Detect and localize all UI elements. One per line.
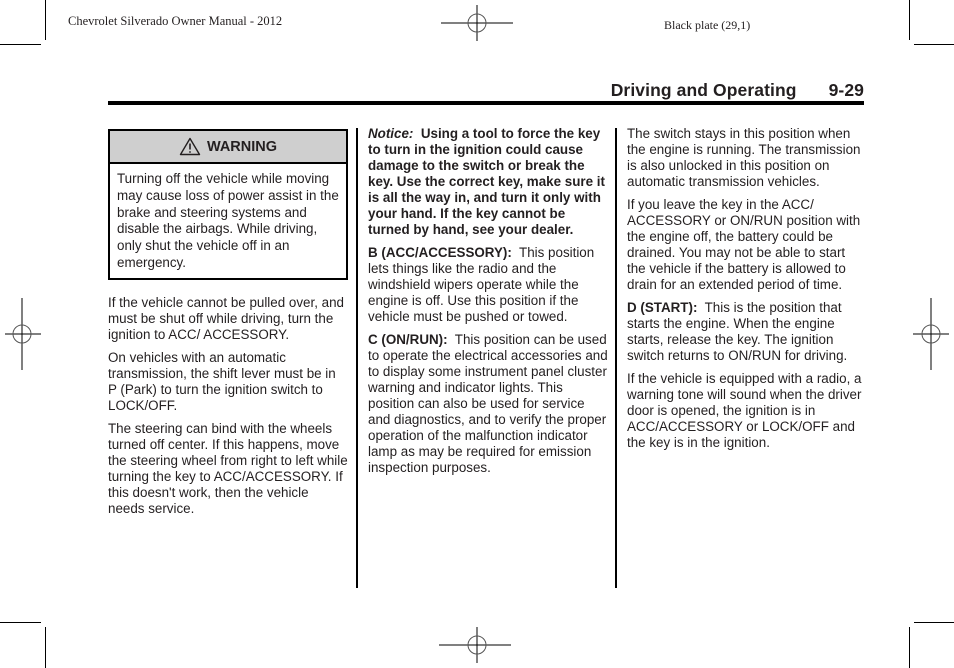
crop-mark-top-left-h bbox=[0, 44, 41, 45]
notice-text: Using a tool to force the key to turn in the ignition could cause damage to the switch or break the key. Use the correct key, make sure it is all the way in, and turn it only with your hand. If the key cannot be turned by hand, see your dealer. bbox=[368, 126, 605, 237]
crop-mark-top-left-v bbox=[45, 0, 46, 40]
crop-mark-top-right-h bbox=[914, 44, 954, 45]
paragraph: On vehicles with an automatic transmission, the shift lever must be in P (Park) to turn the ignition switch to LOCK/OFF. bbox=[108, 349, 336, 413]
position-c-paragraph bbox=[368, 332, 608, 476]
crop-mark-bottom-left-h bbox=[0, 622, 41, 623]
position-d-label: D (START): bbox=[627, 300, 698, 315]
warning-header bbox=[110, 131, 346, 164]
crop-mark-bottom-right-h bbox=[914, 622, 954, 623]
warning-box bbox=[108, 129, 348, 280]
registration-mark-right-icon bbox=[912, 298, 950, 370]
section-header bbox=[611, 80, 864, 101]
warning-body: Turning off the vehicle while moving may cause loss of power assist in the brake and steering systems and disable the airbags. While driving, only shut the vehicle off in an emergency. bbox=[117, 171, 339, 270]
paragraph: The switch stays in this position when the engine is running. The transmission is also unlocked in this position on automatic transmission vehicles. bbox=[627, 126, 861, 189]
running-head-left: Chevrolet Silverado Owner Manual - 2012 bbox=[68, 14, 283, 28]
column-divider-2 bbox=[615, 128, 617, 588]
notice-paragraph bbox=[368, 126, 608, 238]
column-2 bbox=[368, 126, 608, 483]
position-d-text: This is the position that starts the engine. When the engine starts, release the key. The ignition switch returns to ON/RUN for driving. bbox=[627, 300, 848, 363]
paragraph: If you leave the key in the ACC/ ACCESSORY or ON/RUN position with the engine off, the battery could be drained. You may not be able to start the vehicle if the battery is allowed to drain for an extended period of time. bbox=[627, 197, 861, 292]
warning-title: WARNING bbox=[206, 138, 278, 155]
column-1 bbox=[108, 126, 348, 524]
paragraph: If the vehicle cannot be pulled over, and must be shut off while driving, turn the ignition to ACC/ ACCESSORY. bbox=[108, 294, 344, 342]
crop-mark-bottom-left-v bbox=[45, 627, 46, 668]
registration-mark-left-icon bbox=[4, 298, 42, 370]
column-divider-1 bbox=[356, 128, 358, 588]
page-number: 9-29 bbox=[828, 80, 864, 100]
crop-mark-top-right-v bbox=[909, 0, 910, 40]
running-head-right: Black plate (29,1) bbox=[664, 18, 751, 32]
warning-triangle-icon bbox=[179, 137, 201, 156]
paragraph: If the vehicle is equipped with a radio, a warning tone will sound when the driver door is opened, the ignition is in ACC/ACCESSORY or LOCK/OFF and the key is in the ignition. bbox=[627, 371, 862, 450]
position-c-label: C (ON/RUN): bbox=[368, 332, 448, 347]
position-b-text: This position lets things like the radio and the windshield wipers operate while the engine is off. Use this position if the vehicle must be pushed or towed. bbox=[368, 245, 595, 324]
notice-label: Notice: bbox=[368, 126, 414, 141]
paragraph: The steering can bind with the wheels turned off center. If this happens, move the steering wheel from right to left while turning the key to ACC/ACCESSORY. If this doesn't work, then the vehicle needs service. bbox=[108, 420, 348, 516]
header-rule bbox=[108, 101, 864, 105]
registration-mark-bottom-icon bbox=[439, 627, 511, 665]
position-d-paragraph bbox=[627, 300, 867, 364]
registration-mark-top-icon bbox=[441, 4, 513, 42]
position-b-paragraph bbox=[368, 245, 608, 325]
column-3 bbox=[627, 126, 867, 458]
position-b-label: B (ACC/ACCESSORY): bbox=[368, 245, 512, 260]
section-title: Driving and Operating bbox=[610, 80, 797, 100]
crop-mark-bottom-right-v bbox=[909, 627, 910, 668]
position-c-text: This position can be used to operate the electrical accessories and to display some instrument panel cluster warning and indicator lights. This position can also be used for service and diagnostics, and to verify the proper operation of the malfunction indicator lamp as may be required for emission inspection purposes. bbox=[368, 332, 608, 475]
